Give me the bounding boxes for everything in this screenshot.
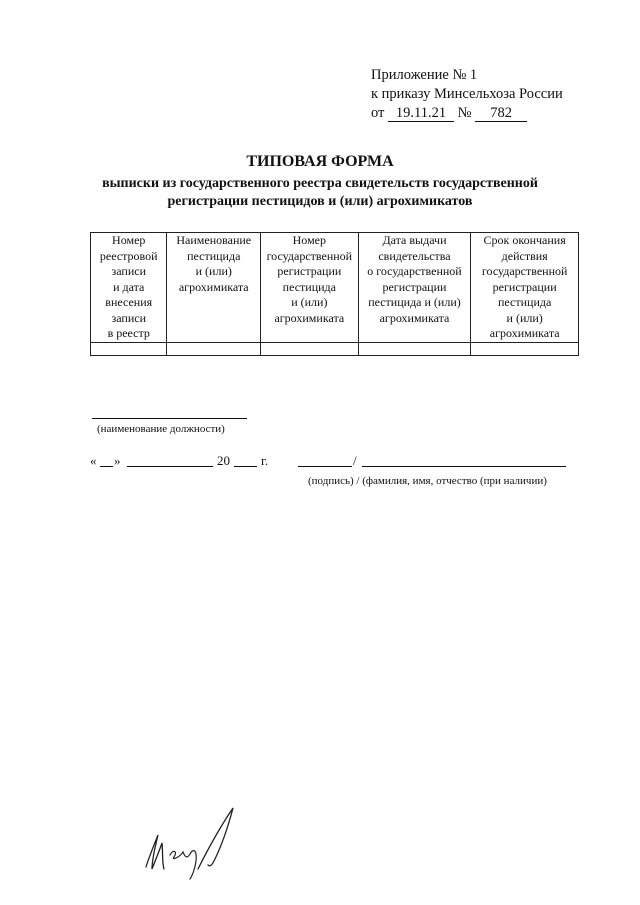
- annex-title: Приложение № 1: [371, 67, 478, 83]
- annex-number: 782: [475, 106, 527, 122]
- annex-block: [371, 66, 563, 123]
- header-cell-line: государственной: [481, 264, 568, 278]
- header-cell-reg-number: [261, 233, 359, 343]
- table-cell: [358, 342, 471, 355]
- form-title: ТИПОВАЯ ФОРМА: [246, 153, 394, 170]
- annex-number-label: №: [457, 105, 472, 121]
- full-name-blank: [362, 466, 566, 467]
- table-cell: [261, 342, 359, 355]
- table-cell: [91, 342, 167, 355]
- header-cell-line: и (или): [195, 264, 232, 278]
- header-cell-line: внесения: [105, 295, 153, 309]
- header-cell-line: государственной: [266, 248, 353, 263]
- position-line: [92, 418, 247, 419]
- table-cell: [471, 342, 579, 355]
- annex-date: 19.11.21: [388, 106, 454, 122]
- signature-slash: /: [353, 453, 357, 468]
- header-cell-line: агрохимиката: [178, 279, 249, 294]
- month-blank: [127, 466, 213, 467]
- header-cell-line: пестицида: [187, 248, 241, 263]
- signature-caption: (подпись) / (фамилия, имя, отчество (при наличии): [308, 475, 547, 487]
- header-cell-line: агрохимиката: [489, 326, 560, 340]
- header-cell-line: и (или): [291, 295, 328, 309]
- form-subtitle-line1: выписки из государственного реестра свидетельств государственной: [102, 176, 538, 191]
- header-cell-line: действия: [501, 248, 548, 263]
- header-cell-line: реестровой: [99, 248, 158, 263]
- header-cell-line: пестицида: [282, 279, 336, 294]
- header-cell-line: Номер: [112, 233, 146, 247]
- header-cell-line: свидетельства: [378, 248, 451, 263]
- annex-from-label: от: [371, 105, 385, 121]
- registry-table: [90, 232, 579, 356]
- header-cell-name: [167, 233, 261, 343]
- table-header-row: [91, 233, 579, 343]
- header-cell-line: Номер: [292, 233, 326, 247]
- table-cell: [167, 342, 261, 355]
- header-cell-issue-date: [358, 233, 471, 343]
- position-caption: (наименование должности): [97, 423, 225, 435]
- header-cell-expiry: [471, 233, 579, 343]
- header-cell-record: [91, 233, 167, 343]
- header-cell-line: пестицида и (или): [368, 295, 461, 309]
- annex-order: к приказу Минсельхоза России: [371, 86, 563, 102]
- annex-date-line: [371, 104, 563, 123]
- header-cell-line: Срок окончания: [483, 233, 566, 247]
- date-close-quote: »: [114, 453, 121, 468]
- header-cell-line: в реестр: [107, 326, 150, 340]
- handwritten-signature: [140, 805, 250, 885]
- signature-blank: [298, 466, 352, 467]
- date-year-suffix: г.: [261, 453, 269, 468]
- header-cell-line: о государственной: [367, 264, 462, 278]
- header-cell-line: регистрации: [382, 279, 447, 294]
- header-cell-line: регистрации: [277, 264, 342, 278]
- header-cell-line: и (или): [506, 310, 543, 325]
- header-cell-line: регистрации: [492, 279, 557, 294]
- date-open-quote: «: [90, 453, 97, 468]
- header-cell-line: Наименование: [176, 233, 252, 247]
- date-century: 20: [217, 453, 230, 468]
- header-cell-line: и дата: [113, 279, 145, 294]
- header-cell-line: записи: [111, 310, 146, 325]
- header-cell-line: агрохимиката: [274, 310, 345, 325]
- form-subtitle-line2: регистрации пестицидов и (или) агрохимикатов: [167, 194, 473, 209]
- header-cell-line: пестицида: [497, 295, 552, 309]
- header-cell-line: агрохимиката: [379, 310, 450, 325]
- year-blank: [234, 466, 257, 467]
- table-row: [91, 342, 579, 355]
- header-cell-line: Дата выдачи: [382, 233, 447, 247]
- header-cell-line: записи: [111, 264, 146, 278]
- day-blank: [100, 466, 113, 467]
